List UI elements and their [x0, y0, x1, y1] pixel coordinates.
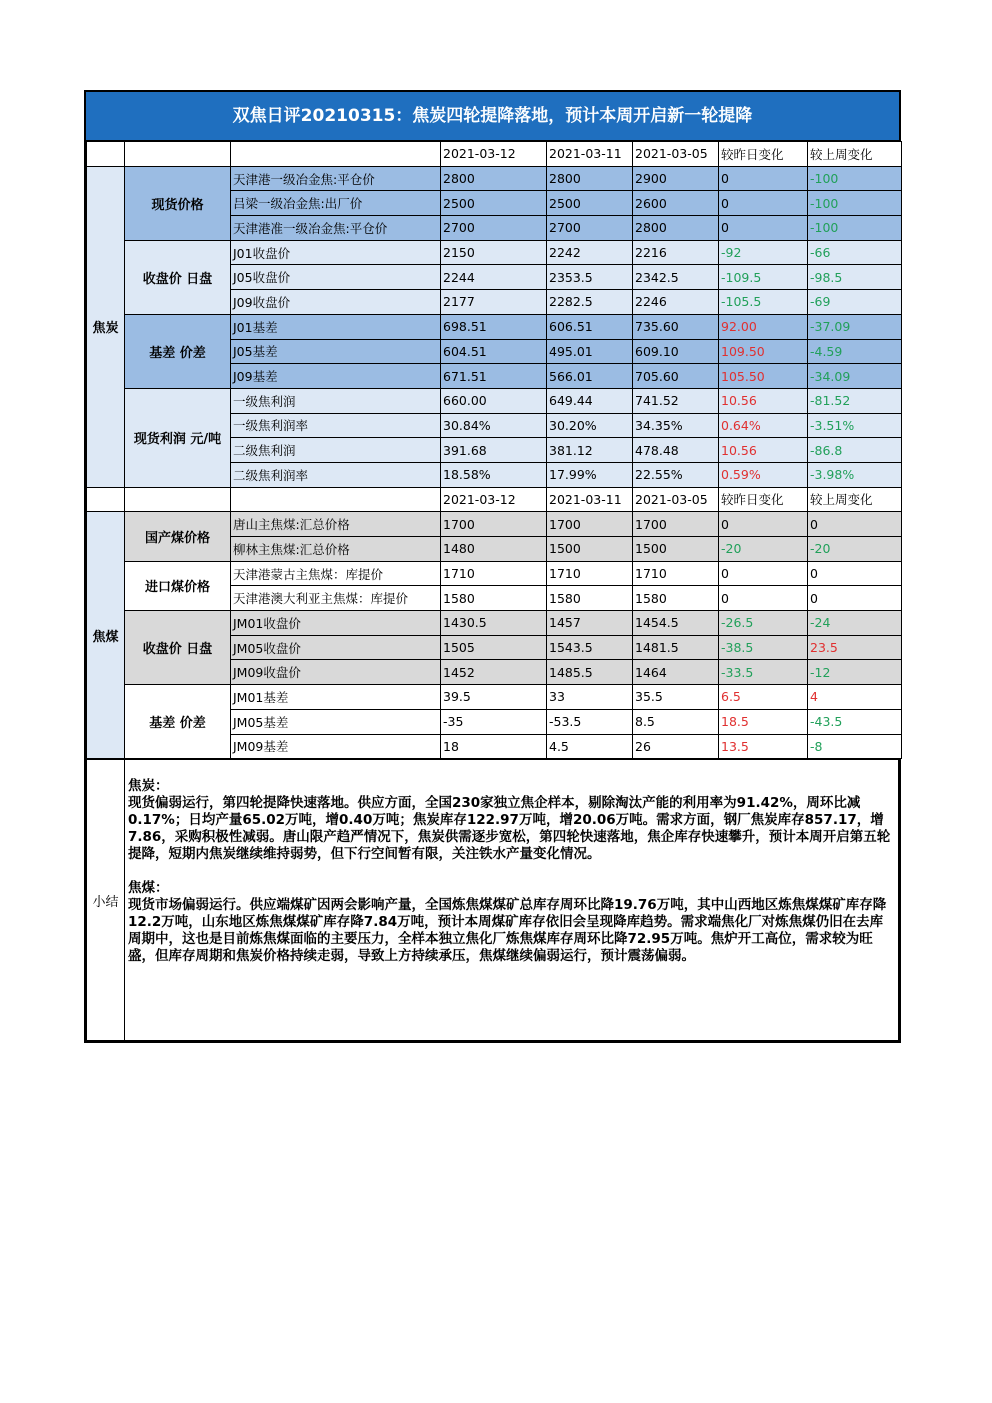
coal-summary-title: 焦煤： [128, 880, 169, 897]
table-row [87, 166, 902, 191]
row-label: 柳林主焦煤:汇总价格 [231, 537, 441, 562]
change-cell: 10.56 [719, 438, 808, 463]
table-row [87, 314, 902, 339]
row-label: J05收盘价 [231, 265, 441, 290]
value-cell: 1580 [547, 586, 633, 611]
group-label: 现货利润 元/吨 [125, 388, 231, 487]
value-cell: 609.10 [633, 339, 719, 364]
change-cell: -12 [808, 660, 902, 685]
change-cell: -26.5 [719, 611, 808, 636]
coal-summary-text: 现货市场偏弱运行。供应端煤矿因两会影响产量，全国炼焦煤煤矿总库存周环比降19.76万吨，其中山西地区炼焦煤煤矿库存降12.2万吨，山东地区炼焦煤煤矿库存降7.84万吨，预计本周煤矿库存依旧会呈现降库趋势。需求端焦化厂对炼焦煤仍旧在去库周期中，这也是目前炼焦煤面临的主要压力，全样本独立焦化厂炼焦煤库存周环比降72.95万吨。焦炉开工高位，需求较为旺盛，但库存周期和焦炭价格持续走弱，导致上方持续承压，焦煤继续偏弱运行，预计震荡偏弱。 [128, 897, 887, 965]
row-label: 一级焦利润率 [231, 413, 441, 438]
value-cell: 1700 [547, 512, 633, 537]
column-header: 2021-03-05 [633, 487, 719, 512]
value-cell: 22.55% [633, 462, 719, 487]
header-blank-cell [231, 142, 441, 167]
column-header: 较昨日变化 [719, 487, 808, 512]
change-cell: -98.5 [808, 265, 902, 290]
change-cell: -8 [808, 734, 902, 759]
change-cell: -37.09 [808, 314, 902, 339]
change-cell: -100 [808, 166, 902, 191]
value-cell: 1700 [441, 512, 547, 537]
value-cell: 8.5 [633, 709, 719, 734]
coke-section-label: 焦炭 [87, 166, 125, 487]
column-header: 2021-03-11 [547, 487, 633, 512]
value-cell: 2800 [633, 216, 719, 241]
change-cell: 18.5 [719, 709, 808, 734]
value-cell: 1457 [547, 611, 633, 636]
row-label: JM05基差 [231, 709, 441, 734]
value-cell: -35 [441, 709, 547, 734]
report-title: 双焦日评20210315：焦炭四轮提降落地，预计本周开启新一轮提降 [86, 92, 899, 141]
table-row [87, 561, 902, 586]
table-row [87, 685, 902, 710]
value-cell: 35.5 [633, 685, 719, 710]
value-cell: 1452 [441, 660, 547, 685]
value-cell: 2800 [547, 166, 633, 191]
group-label: 国产煤价格 [125, 512, 231, 561]
value-cell: 30.84% [441, 413, 547, 438]
value-cell: 18.58% [441, 462, 547, 487]
change-cell: -4.59 [808, 339, 902, 364]
header-blank-cell [87, 142, 125, 167]
value-cell: 566.01 [547, 364, 633, 389]
change-cell: 0.64% [719, 413, 808, 438]
change-cell: 10.56 [719, 388, 808, 413]
coke-summary-text: 现货偏弱运行，第四轮提降快速落地。供应方面，全国230家独立焦企样本，剔除淘汰产能的利用率为91.42%，周环比减0.17%；日均产量65.02万吨，增0.40万吨；焦炭库存122.97万吨，增20.06万吨。需求方面，钢厂焦炭库存857.17，增7.86，采购积极性减弱。唐山限产趋严情况下，焦炭供需逐步宽松，第四轮快速落地，焦企库存快速攀升，预计本周开启第五轮提降，短期内焦炭继续维持弱势，但下行空间暂有限，关注铁水产量变化情况。 [128, 795, 891, 863]
group-label: 基差 价差 [125, 314, 231, 388]
change-cell: -24 [808, 611, 902, 636]
change-cell: 4 [808, 685, 902, 710]
header-blank-cell [87, 487, 125, 512]
value-cell: 1500 [633, 537, 719, 562]
change-cell: -100 [808, 216, 902, 241]
group-label: 现货价格 [125, 166, 231, 240]
group-label: 收盘价 日盘 [125, 611, 231, 685]
row-label: J01基差 [231, 314, 441, 339]
row-label: 吕梁一级冶金焦:出厂价 [231, 191, 441, 216]
change-cell: 0 [719, 512, 808, 537]
value-cell: 1454.5 [633, 611, 719, 636]
value-cell: 741.52 [633, 388, 719, 413]
row-label: JM01基差 [231, 685, 441, 710]
column-header: 2021-03-12 [441, 142, 547, 167]
row-label: 唐山主焦煤:汇总价格 [231, 512, 441, 537]
row-label: 天津港准一级冶金焦:平仓价 [231, 216, 441, 241]
change-cell: 0 [719, 561, 808, 586]
value-cell: 17.99% [547, 462, 633, 487]
value-cell: 604.51 [441, 339, 547, 364]
row-label: 二级焦利润率 [231, 462, 441, 487]
value-cell: 1430.5 [441, 611, 547, 636]
change-cell: -69 [808, 290, 902, 315]
change-cell: 0 [719, 191, 808, 216]
value-cell: 2216 [633, 240, 719, 265]
change-cell: -81.52 [808, 388, 902, 413]
value-cell: 2700 [547, 216, 633, 241]
table-row [87, 611, 902, 636]
column-header: 2021-03-05 [633, 142, 719, 167]
value-cell: 2177 [441, 290, 547, 315]
header-row [87, 487, 902, 512]
change-cell: -105.5 [719, 290, 808, 315]
change-cell: -109.5 [719, 265, 808, 290]
row-label: 二级焦利润 [231, 438, 441, 463]
row-label: 天津港蒙古主焦煤：库提价 [231, 561, 441, 586]
value-cell: 2246 [633, 290, 719, 315]
row-label: 天津港澳大利亚主焦煤：库提价 [231, 586, 441, 611]
change-cell: -20 [808, 537, 902, 562]
change-cell: -34.09 [808, 364, 902, 389]
value-cell: 735.60 [633, 314, 719, 339]
change-cell: -3.98% [808, 462, 902, 487]
column-header: 2021-03-12 [441, 487, 547, 512]
change-cell: -38.5 [719, 635, 808, 660]
change-cell: 0 [808, 561, 902, 586]
value-cell: 2150 [441, 240, 547, 265]
change-cell: 6.5 [719, 685, 808, 710]
change-cell: -43.5 [808, 709, 902, 734]
value-cell: 26 [633, 734, 719, 759]
summary-label: 小结 [87, 760, 125, 1041]
value-cell: 705.60 [633, 364, 719, 389]
row-label: JM09收盘价 [231, 660, 441, 685]
coke-summary-title: 焦炭： [128, 778, 169, 795]
value-cell: 1485.5 [547, 660, 633, 685]
value-cell: 1710 [633, 561, 719, 586]
value-cell: 1710 [441, 561, 547, 586]
header-blank-cell [231, 487, 441, 512]
value-cell: 2353.5 [547, 265, 633, 290]
change-cell: -3.51% [808, 413, 902, 438]
change-cell: 92.00 [719, 314, 808, 339]
value-cell: 1480 [441, 537, 547, 562]
change-cell: 109.50 [719, 339, 808, 364]
value-cell: 30.20% [547, 413, 633, 438]
change-cell: 13.5 [719, 734, 808, 759]
table-row [87, 388, 902, 413]
row-label: J09基差 [231, 364, 441, 389]
value-cell: 2500 [547, 191, 633, 216]
value-cell: 1505 [441, 635, 547, 660]
change-cell: 0 [719, 166, 808, 191]
value-cell: 1580 [441, 586, 547, 611]
table-row [87, 240, 902, 265]
change-cell: -86.8 [808, 438, 902, 463]
group-label: 进口煤价格 [125, 561, 231, 610]
row-label: 一级焦利润 [231, 388, 441, 413]
row-label: 天津港一级冶金焦:平仓价 [231, 166, 441, 191]
value-cell: 1543.5 [547, 635, 633, 660]
header-row [87, 142, 902, 167]
value-cell: 606.51 [547, 314, 633, 339]
change-cell: 23.5 [808, 635, 902, 660]
value-cell: 2900 [633, 166, 719, 191]
value-cell: 2342.5 [633, 265, 719, 290]
row-label: JM05收盘价 [231, 635, 441, 660]
value-cell: 391.68 [441, 438, 547, 463]
column-header: 较上周变化 [808, 142, 902, 167]
change-cell: 105.50 [719, 364, 808, 389]
value-cell: 1481.5 [633, 635, 719, 660]
change-cell: 0 [719, 216, 808, 241]
value-cell: 1710 [547, 561, 633, 586]
value-cell: 1464 [633, 660, 719, 685]
change-cell: -100 [808, 191, 902, 216]
value-cell: 2282.5 [547, 290, 633, 315]
group-label: 收盘价 日盘 [125, 240, 231, 314]
report-sheet [84, 90, 901, 1043]
change-cell: -33.5 [719, 660, 808, 685]
value-cell: 1500 [547, 537, 633, 562]
change-cell: 0.59% [719, 462, 808, 487]
change-cell: 0 [808, 586, 902, 611]
group-label: 基差 价差 [125, 685, 231, 759]
value-cell: -53.5 [547, 709, 633, 734]
coal-section-label: 焦煤 [87, 512, 125, 759]
summary-body [125, 760, 899, 1041]
value-cell: 698.51 [441, 314, 547, 339]
value-cell: 381.12 [547, 438, 633, 463]
row-label: JM09基差 [231, 734, 441, 759]
value-cell: 2600 [633, 191, 719, 216]
value-cell: 1580 [633, 586, 719, 611]
value-cell: 4.5 [547, 734, 633, 759]
value-cell: 18 [441, 734, 547, 759]
value-cell: 39.5 [441, 685, 547, 710]
header-blank-cell [125, 142, 231, 167]
value-cell: 34.35% [633, 413, 719, 438]
row-label: J05基差 [231, 339, 441, 364]
table-row [87, 512, 902, 537]
value-cell: 2500 [441, 191, 547, 216]
value-cell: 2244 [441, 265, 547, 290]
change-cell: -20 [719, 537, 808, 562]
data-table [86, 141, 902, 759]
value-cell: 649.44 [547, 388, 633, 413]
value-cell: 495.01 [547, 339, 633, 364]
change-cell: -66 [808, 240, 902, 265]
value-cell: 33 [547, 685, 633, 710]
value-cell: 2800 [441, 166, 547, 191]
row-label: J01收盘价 [231, 240, 441, 265]
value-cell: 1700 [633, 512, 719, 537]
change-cell: 0 [808, 512, 902, 537]
value-cell: 478.48 [633, 438, 719, 463]
column-header: 较昨日变化 [719, 142, 808, 167]
change-cell: -92 [719, 240, 808, 265]
value-cell: 2700 [441, 216, 547, 241]
column-header: 较上周变化 [808, 487, 902, 512]
change-cell: 0 [719, 586, 808, 611]
header-blank-cell [125, 487, 231, 512]
value-cell: 671.51 [441, 364, 547, 389]
value-cell: 2242 [547, 240, 633, 265]
row-label: JM01收盘价 [231, 611, 441, 636]
column-header: 2021-03-11 [547, 142, 633, 167]
value-cell: 660.00 [441, 388, 547, 413]
summary-table [86, 759, 899, 1041]
row-label: J09收盘价 [231, 290, 441, 315]
